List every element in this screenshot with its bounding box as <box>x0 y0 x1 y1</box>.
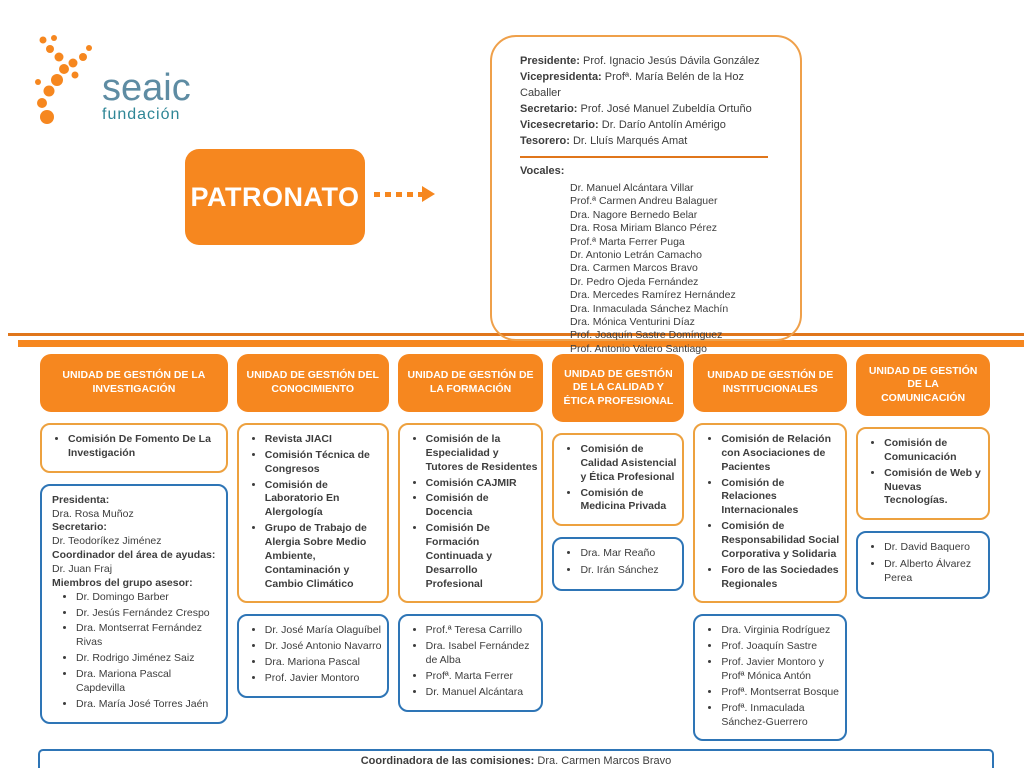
coordinator-label: Coordinadora de las comisiones: <box>360 755 535 768</box>
people-box-calidad <box>552 537 684 591</box>
list-item: • Comisión de Comunicación <box>884 437 984 465</box>
commissions-list <box>860 437 984 508</box>
units-row <box>0 354 1024 741</box>
list-item: Dra. Rosa Miriam Blanco Pérez <box>570 222 718 235</box>
label-value-pair: Vicesecretario: Dr. Darío Antolín Amérigo <box>520 119 726 131</box>
commissions-box-formacion <box>398 423 544 603</box>
people-box-conocimiento <box>237 614 389 697</box>
seaic-logo <box>30 30 191 126</box>
list-item: • Dr. José María Olaguíbel <box>265 624 383 638</box>
dotted-arrow-icon <box>374 186 435 202</box>
list-item: • Comisión De Formación Continuada y Desarrollo Profesional <box>426 522 538 591</box>
list-item: Dra. Carmen Marcos Bravo <box>570 262 698 275</box>
list-item: • Comisión de Calidad Asistencial y Ética Profesional <box>580 443 678 485</box>
label-value-pair: Secretario: Dr. Teodoríkez Jiménez <box>52 521 162 548</box>
seaic-dots-icon <box>30 30 94 126</box>
people-box-investigacion <box>40 484 228 724</box>
commissions-list <box>241 433 383 591</box>
list-item: • Dr. Domingo Barber <box>76 591 222 605</box>
label-value-pair: Presidente: Prof. Ignacio Jesús Dávila González <box>520 55 760 67</box>
unit-header-institucionales: UNIDAD DE GESTIÓN DE INSTITUCIONALES <box>693 354 847 412</box>
board-separator <box>520 156 768 158</box>
people-list <box>860 541 984 586</box>
commissions-list <box>44 433 222 461</box>
people-box-institucionales <box>693 614 847 741</box>
members-list <box>52 591 222 712</box>
list-item: • Foro de las Sociedades Regionales <box>721 564 841 592</box>
list-item: • Comisión de Docencia <box>426 492 538 520</box>
board-officers <box>520 53 780 149</box>
unit-header-comunicacion: UNIDAD DE GESTIÓN DE LA COMUNICACIÓN <box>856 354 990 416</box>
unit-header-conocimiento: UNIDAD DE GESTIÓN DEL CONOCIMIENTO <box>237 354 389 412</box>
list-item: Dr. Antonio Letrán Camacho <box>570 249 702 262</box>
unit-column-investigacion <box>40 354 228 724</box>
people-list <box>241 624 383 685</box>
patronato-members-box <box>490 35 802 355</box>
list-item: Dr. Manuel Alcántara Villar <box>570 182 694 194</box>
unit-column-institucionales <box>693 354 847 741</box>
unit-roles <box>52 494 222 577</box>
top-section <box>0 0 1024 355</box>
logo-text <box>102 66 191 126</box>
list-item: • Comisión de Relaciones Internacionales <box>721 477 841 519</box>
list-item: • Dr. Irán Sánchez <box>580 564 678 578</box>
logo-subtitle: fundación <box>102 106 181 123</box>
unit-header-formacion: UNIDAD DE GESTIÓN DE LA FORMACIÓN <box>398 354 544 412</box>
list-item: • Comisión Técnica de Congresos <box>265 449 383 477</box>
commissions-list <box>556 443 678 514</box>
vocales-list <box>520 182 780 356</box>
commissions-box-comunicacion <box>856 427 990 520</box>
list-item: • Comisión de Responsabilidad Social Corporativa y Solidaria <box>721 520 841 562</box>
list-item: Dra. Mercedes Ramírez Hernández <box>570 289 736 302</box>
arrow-line <box>374 192 422 197</box>
unit-header-investigacion: UNIDAD DE GESTIÓN DE LA INVESTIGACIÓN <box>40 354 228 412</box>
list-item: • Comisión de Web y Nuevas Tecnologías. <box>884 467 984 509</box>
list-item: • Comisión De Fomento De La Investigación <box>68 433 222 461</box>
list-item: • Grupo de Trabajo de Alergia Sobre Medio Ambiente, Contaminación y Cambio Climático <box>265 522 383 591</box>
label-value-pair: Secretario: Prof. José Manuel Zubeldía Ortuño <box>520 103 752 115</box>
list-item: • Prof.ª Teresa Carrillo <box>426 624 538 638</box>
list-item: • Dr. Alberto Álvarez Perea <box>884 558 984 586</box>
list-item: Prof. Joaquín Sastre Domínguez <box>570 329 723 342</box>
label-value-pair: Coordinador del área de ayudas: Dr. Juan Fraj <box>52 549 216 576</box>
list-item: • Profª. Inmaculada Sánchez-Guerrero <box>721 702 841 730</box>
list-item: • Dra. Montserrat Fernández Rivas <box>76 622 222 650</box>
unit-column-comunicacion <box>856 354 990 599</box>
list-item: • Dr. Jesús Fernández Crespo <box>76 607 222 621</box>
members-heading: Miembros del grupo asesor: <box>52 576 193 589</box>
unit-column-conocimiento <box>237 354 389 698</box>
list-item: • Dra. Virginia Rodríguez <box>721 624 841 638</box>
list-item: Dra. Mónica Venturini Díaz <box>570 316 695 329</box>
coordinator-bar <box>38 749 994 768</box>
list-item: Dra. Inmaculada Sánchez Machín <box>570 302 729 315</box>
list-item: • Dr. David Baquero <box>884 541 984 555</box>
list-item: Prof. Antonio Valero Santiago <box>570 342 707 355</box>
list-item: • Dra. Isabel Fernández de Alba <box>426 640 538 668</box>
commissions-box-conocimiento <box>237 423 389 603</box>
list-item: • Dr. José Antonio Navarro <box>265 640 383 654</box>
list-item: • Comisión de Relación con Asociaciones de Pacientes <box>721 433 841 475</box>
list-item: • Dra. María José Torres Jaén <box>76 698 222 712</box>
list-item: Dra. Nagore Bernedo Belar <box>570 208 698 221</box>
list-item: • Comisión de Medicina Privada <box>580 487 678 515</box>
people-box-formacion <box>398 614 544 711</box>
label-value-pair: Vicepresidenta: Profª. María Belén de la Hoz Caballer <box>520 71 744 99</box>
list-item: • Comisión CAJMIR <box>426 477 538 491</box>
list-item: • Prof. Joaquín Sastre <box>721 640 841 654</box>
commissions-box-institucionales <box>693 423 847 603</box>
vocales-heading: Vocales: <box>520 165 565 177</box>
people-list <box>697 624 841 729</box>
list-item: • Profª. Marta Ferrer <box>426 670 538 684</box>
list-item: • Dra. Mar Reaño <box>580 547 678 561</box>
list-item: Prof.ª Carmen Andreu Balaguer <box>570 195 718 208</box>
list-item: Prof.ª Marta Ferrer Puga <box>570 235 685 248</box>
list-item: • Prof. Javier Montoro y Profª Mónica Antón <box>721 656 841 684</box>
arrow-head <box>422 186 435 202</box>
commissions-box-investigacion <box>40 423 228 473</box>
list-item: • Profª. Montserrat Bosque <box>721 686 841 700</box>
list-item: • Comisión de Laboratorio En Alergología <box>265 479 383 521</box>
people-box-comunicacion <box>856 531 990 599</box>
commissions-list <box>697 433 841 591</box>
unit-column-formacion <box>398 354 544 712</box>
commissions-list <box>402 433 538 591</box>
list-item: Dr. Pedro Ojeda Fernández <box>570 275 699 288</box>
commissions-box-calidad <box>552 433 684 526</box>
logo-wordmark: seaic <box>102 66 191 109</box>
label-value-pair: Presidenta: Dra. Rosa Muñoz <box>52 493 134 520</box>
list-item: • Dr. Rodrigo Jiménez Saiz <box>76 652 222 666</box>
list-item: • Prof. Javier Montoro <box>265 672 383 686</box>
coordinator-name: Dra. Carmen Marcos Bravo <box>537 755 672 768</box>
patronato-box <box>185 149 365 245</box>
people-list <box>402 624 538 699</box>
patronato-label: PATRONATO <box>190 181 360 212</box>
people-list <box>556 547 678 578</box>
unit-column-calidad <box>552 354 684 591</box>
list-item: • Dra. Mariona Pascal Capdevilla <box>76 668 222 696</box>
unit-header-calidad: UNIDAD DE GESTIÓN DE LA CALIDAD Y ÉTICA PROFESIONAL <box>552 354 684 422</box>
list-item: • Dra. Mariona Pascal <box>265 656 383 670</box>
list-item: • Dr. Manuel Alcántara <box>426 686 538 700</box>
label-value-pair: Tesorero: Dr. Lluís Marqués Amat <box>520 135 688 147</box>
list-item: • Comisión de la Especialidad y Tutores de Residentes <box>426 433 538 475</box>
list-item: • Revista JIACI <box>265 433 383 447</box>
